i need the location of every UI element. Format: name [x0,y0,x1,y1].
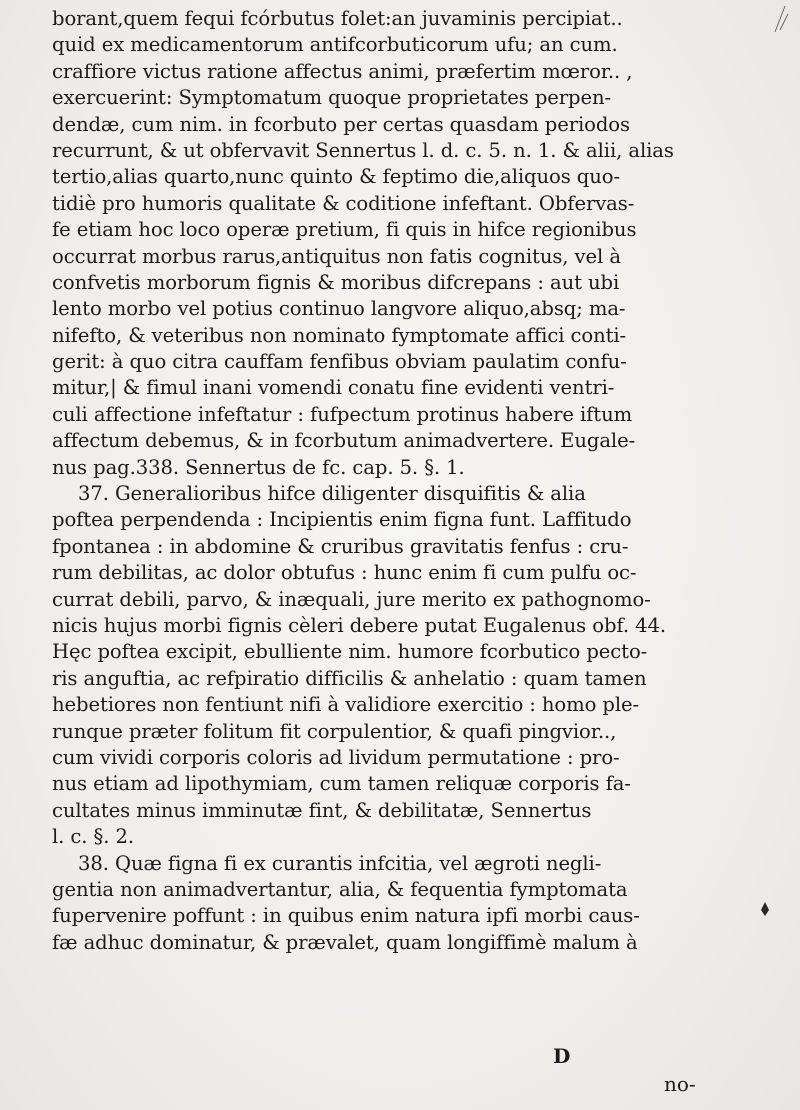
text-line: nifefto, & veteribus non nominato fymptomate affici conti- [52,323,627,347]
text-line: poftea perpendenda : Incipientis enim figna funt. Laffitudo [52,508,632,532]
text-line: fpontanea : in abdomine & cruribus gravitatis fenfus : cru- [52,534,629,558]
text-line: borant,quem fequi fcórbutus folet:an juvaminis percipiat.. [52,7,623,30]
signature-mark: D [553,1044,571,1068]
text-line: hebetiores non fentiunt nifi à validiore exercitio : homo ple- [52,693,640,717]
text-line: rum debilitas, ac dolor obtufus : hunc enim fi cum pulfu oc- [52,561,637,585]
margin-pointer-icon [760,902,770,916]
text-line: mitur,| & fimul inani vomendi conatu fine evidenti ventri- [52,376,615,400]
text-line: ris anguftia, ac refpiratio difficilis & anhelatio : quam tamen [52,666,647,690]
text-line: runque præter folitum fit corpulentior, & quafi pingvior.., [52,719,617,743]
text-line: gerit: à quo citra cauffam fenfibus obviam paulatim confu- [52,350,627,374]
text-line: tertio,alias quarto,nunc quinto & feptimo die,aliquos quo- [52,165,620,189]
body-text [52,6,774,956]
section-38-start: 38. Quæ figna fi ex curantis infcitia, vel ægroti negli- [78,851,602,875]
text-line: confvetis morborum fignis & moribus difcrepans : aut ubi [52,270,620,294]
text-line: dendæ, cum nim. in fcorbuto per certas quasdam periodos [52,112,630,136]
section-37-start: 37. Generalioribus hifce diligenter disquifitis & alia [78,482,586,506]
text-line: fupervenire poffunt : in quibus enim natura ipfi morbi caus- [52,904,640,928]
text-line: culi affectione infeftatur : fufpectum protinus habere iftum [52,402,633,426]
text-line: l. c. §. 2. [52,825,135,849]
pen-mark-icon [772,2,790,36]
text-line: nus etiam ad lipothymiam, cum tamen reliquæ corporis fa- [52,772,631,796]
text-line: cultates minus imminutæ fint, & debilitatæ, Sennertus [52,798,592,822]
text-line: nus pag.338. Sennertus de fc. cap. 5. §. 1. [52,455,465,479]
text-line: quid ex medicamentorum antifcorbuticorum ufu; an cum. [52,33,618,57]
text-line: currat debili, parvo, & inæquali, jure merito ex pathognomo- [52,587,651,611]
text-line: occurrat morbus rarus,antiquitus non fatis cognitus, vel à [52,244,621,268]
text-line: gentia non animadvertantur, alia, & fequentia fymptomata [52,877,628,901]
catchword: no- [664,1072,696,1096]
text-line: cum vividi corporis coloris ad lividum permutatione : pro- [52,745,620,769]
text-line: Hęc poftea excipit, ebulliente nim. humore fcorbutico pecto- [52,640,648,664]
text-line: craffiore victus ratione affectus animi, præfertim mœror.. , [52,59,633,83]
text-line: tidiè pro humoris qualitate & coditione infeftant. Obfervas- [52,191,635,215]
text-line: fæ adhuc dominatur, & prævalet, quam longiffimè malum à [52,930,638,954]
text-line: affectum debemus, & in fcorbutum animadvertere. Eugale- [52,429,636,453]
text-line: recurrunt, & ut obfervavit Sennertus l. d. c. 5. n. 1. & alii, alias [52,138,674,162]
text-line: nicis hujus morbi fignis cèleri debere putat Eugalenus obf. 44. [52,613,666,637]
text-line: exercuerint: Symptomatum quoque proprietates perpen- [52,86,612,110]
text-line: fe etiam hoc loco operæ pretium, fi quis in hifce regionibus [52,218,637,242]
text-line: lento morbo vel potius continuo langvore aliquo,absq; ma- [52,297,626,321]
